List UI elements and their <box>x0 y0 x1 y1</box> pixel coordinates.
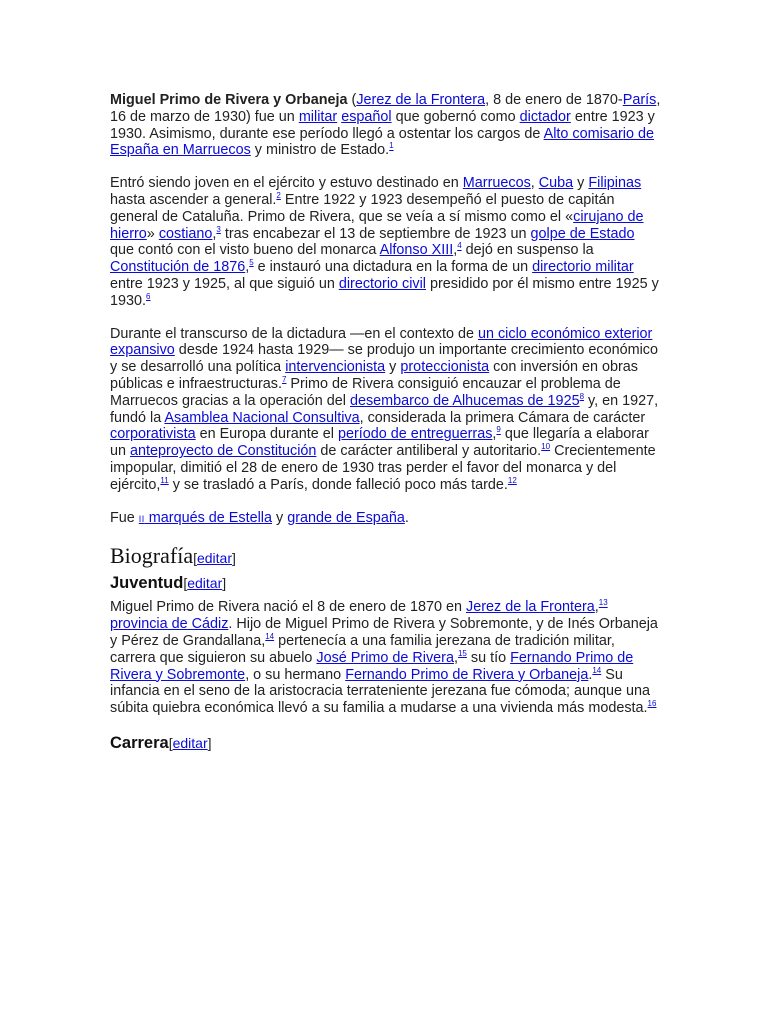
heading-text: Biografía <box>110 543 194 569</box>
text: entre 1923 y 1925, al que siguió un <box>110 275 339 292</box>
link-fernando-primo-sobremonte[interactable]: Fernando Primo de Rivera y Sobremonte <box>110 649 634 683</box>
section-heading-biografia <box>110 543 662 571</box>
link-jose-primo-de-rivera[interactable]: José Primo de Rivera <box>316 649 454 666</box>
text: y ministro de Estado. <box>250 142 390 159</box>
link-grande-de-espana[interactable]: grande de España <box>287 509 405 526</box>
text: y <box>573 175 589 192</box>
bracket: ] <box>222 575 227 592</box>
reference-link[interactable]: 14 <box>592 665 602 675</box>
career-summary-paragraph <box>110 175 662 309</box>
text: , <box>212 225 217 242</box>
text: entre 1923 y 1930. Asimismo, durante ese período llegó a ostentar los cargos de <box>110 108 655 142</box>
text: presidido por él mismo entre 1925 y 1930. <box>110 275 659 309</box>
reference-link[interactable]: 15 <box>457 648 467 658</box>
edit-section <box>169 735 212 751</box>
text: que contó con el visto bueno del monarca <box>110 242 380 259</box>
reference-link[interactable]: 2 <box>276 191 281 201</box>
text: , <box>453 649 458 666</box>
text: y, en 1927, fundó la <box>110 392 659 426</box>
link-alto-comisario[interactable]: Alto comisario de España en Marruecos <box>110 125 654 159</box>
link-directorio-civil[interactable]: directorio civil <box>338 275 426 292</box>
text: hasta ascender a general. <box>110 191 277 208</box>
link-marruecos[interactable]: Marruecos <box>462 175 531 192</box>
link-alfonso-xiii[interactable]: Alfonso XIII <box>379 242 454 259</box>
link-costiano[interactable]: costiano <box>158 225 213 242</box>
text: Su infancia en el seno de la aristocracia terrateniente jerezana fue cómoda; aunque una súbita quiebra económica llevó a su familia a mudarse a una vivienda más modesta. <box>110 666 651 717</box>
edit-link[interactable]: editar <box>187 575 223 592</box>
roman-numeral: II <box>138 513 145 524</box>
link-cirujano-de-hierro[interactable]: cirujano de hierro <box>110 208 644 242</box>
text: Durante el transcurso de la dictadura —en el contexto de <box>110 325 478 342</box>
reference-link[interactable]: 7 <box>281 375 287 385</box>
text: e instauró una dictadura en la forma de un <box>253 259 533 276</box>
text: , <box>245 259 250 276</box>
article-subject-name: Miguel Primo de Rivera y Orbaneja <box>110 92 348 108</box>
heading-text: Carrera <box>110 733 169 752</box>
link-desembarco-alhucemas[interactable]: desembarco de Alhucemas de 1925 <box>349 392 580 409</box>
link-constitucion-1876[interactable]: Constitución de 1876 <box>110 259 246 276</box>
intro-paragraph <box>110 92 662 159</box>
text: . <box>404 509 409 526</box>
text: Primo de Rivera consiguió encauzar el problema de Marruecos gracias a la operación del <box>110 375 621 409</box>
section-heading-carrera <box>110 733 662 753</box>
youth-paragraph <box>110 599 662 717</box>
link-intervencionista[interactable]: intervencionista <box>285 359 386 376</box>
link-golpe-de-estado[interactable]: golpe de Estado <box>530 225 635 242</box>
text: Fue <box>110 509 139 526</box>
text: Crecientemente impopular, dimitió el 28 de enero de 1930 tras perder el favor del monarca y del ejército, <box>110 443 656 493</box>
link-text: marqués de Estella <box>144 509 272 526</box>
text: , 8 de enero de 1870- <box>485 92 623 108</box>
edit-section <box>183 575 226 591</box>
text: , <box>453 242 458 259</box>
link-asamblea-nacional[interactable]: Asamblea Nacional Consultiva <box>164 409 360 426</box>
link-proteccionista[interactable]: proteccionista <box>400 359 490 376</box>
text: . <box>588 666 593 683</box>
text: dejó en suspenso la <box>461 242 594 259</box>
link-militar[interactable]: militar <box>298 108 338 125</box>
text: , 16 de marzo de 1930) fue un <box>110 92 661 125</box>
link-jerez-de-la-frontera[interactable]: Jerez de la Frontera <box>356 92 486 108</box>
text: ( <box>347 92 357 108</box>
link-dictador[interactable]: dictador <box>519 108 571 125</box>
link-filipinas[interactable]: Filipinas <box>588 175 642 192</box>
text: Entre 1922 y 1923 desempeñó el puesto de capitán general de Cataluña. Primo de Rivera, que se veía a sí mismo como el « <box>110 191 615 225</box>
text: , <box>530 175 539 192</box>
bracket: ] <box>207 734 212 751</box>
text: Miguel Primo de Rivera nació el 8 de enero de 1870 en <box>110 599 466 616</box>
heading-text: Juventud <box>110 574 184 593</box>
text: , <box>492 426 497 443</box>
reference-link[interactable]: 13 <box>598 598 608 608</box>
link-directorio-militar[interactable]: directorio militar <box>532 259 634 276</box>
text: , <box>594 599 599 616</box>
reference-link[interactable]: 1 <box>389 141 394 151</box>
reference-link[interactable]: 12 <box>507 475 517 485</box>
link-marques-de-estella[interactable] <box>139 510 272 526</box>
link-periodo-entreguerras[interactable]: período de entreguerras <box>338 426 493 443</box>
reference-link[interactable]: 4 <box>457 241 462 251</box>
link-paris[interactable]: París <box>622 92 657 108</box>
reference-link[interactable]: 14 <box>265 632 275 642</box>
text: que llegaría a elaborar un <box>110 426 649 460</box>
edit-section <box>193 550 236 566</box>
section-heading-juventud <box>110 573 662 593</box>
text: y se trasladó a París, donde falleció poco más tarde. <box>168 476 508 493</box>
text: Entró siendo joven en el ejército y estuvo destinado en <box>110 175 463 192</box>
article-body <box>110 92 662 759</box>
text: desde 1924 hasta 1929— se produjo un importante crecimiento económico y se desarrolló una política <box>110 342 658 376</box>
bracket: [ <box>193 550 197 567</box>
bracket: [ <box>183 575 188 592</box>
edit-link[interactable]: editar <box>196 550 233 567</box>
text: de carácter antiliberal y autoritario. <box>316 443 542 460</box>
dictatorship-paragraph <box>110 326 662 494</box>
reference-link[interactable]: 16 <box>647 699 657 709</box>
text: con inversión en obras públicas e infraestructuras. <box>110 359 638 392</box>
text: y <box>385 359 401 376</box>
link-ciclo-economico[interactable]: un ciclo económico exterior expansivo <box>110 325 653 359</box>
text: en Europa durante el <box>195 426 338 443</box>
bracket: [ <box>168 734 173 751</box>
reference-link[interactable]: 6 <box>146 291 151 301</box>
text: , o su hermano <box>245 666 346 683</box>
link-espanol[interactable]: español <box>341 108 392 125</box>
reference-link[interactable]: 10 <box>541 442 551 452</box>
text: tras encabezar el 13 de septiembre de 1923 un <box>220 225 531 242</box>
link-corporativista[interactable]: corporativista <box>110 426 196 443</box>
link-anteproyecto[interactable]: anteproyecto de Constitución <box>130 443 317 460</box>
reference-link[interactable]: 11 <box>160 475 169 485</box>
link-cuba[interactable]: Cuba <box>538 175 574 192</box>
text: y <box>272 509 288 526</box>
edit-link[interactable]: editar <box>172 734 208 751</box>
link-fernando-primo-orbaneja[interactable]: Fernando Primo de Rivera y Orbaneja <box>345 666 589 683</box>
titles-paragraph <box>110 510 662 528</box>
reference-link[interactable]: 8 <box>579 391 585 401</box>
link-provincia-de-cadiz[interactable]: provincia de Cádiz <box>110 616 229 633</box>
text: . Hijo de Miguel Primo de Rivera y Sobremonte, y de Inés Orbaneja y Pérez de Grandallana, <box>110 616 658 649</box>
text: pertenecía a una familia jerezana de tradición militar, carrera que siguieron su abuelo <box>110 632 615 666</box>
bracket: ] <box>232 550 236 567</box>
reference-link[interactable]: 5 <box>249 258 254 268</box>
text: » <box>146 225 159 242</box>
reference-link[interactable]: 9 <box>496 425 501 435</box>
text: su tío <box>466 649 511 666</box>
link-jerez-de-la-frontera[interactable]: Jerez de la Frontera <box>466 599 595 616</box>
text: que gobernó como <box>391 108 520 125</box>
text: , considerada la primera Cámara de carácter <box>359 409 646 426</box>
reference-link[interactable]: 3 <box>216 224 221 234</box>
